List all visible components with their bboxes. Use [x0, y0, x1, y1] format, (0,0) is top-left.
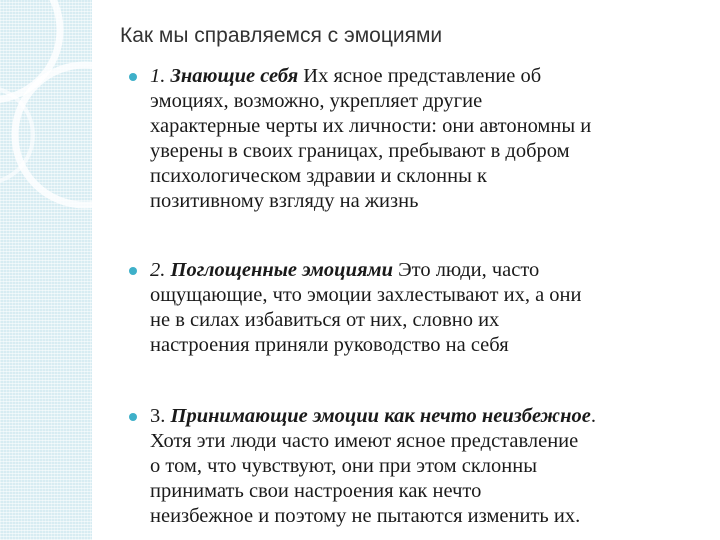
list-item: [128, 64, 708, 214]
item-line: неизбежное и поэтому не пытаются изменить их.: [150, 505, 581, 527]
item-term: Знающие себя: [170, 65, 299, 87]
item-term-suffix: .: [590, 405, 596, 427]
item-term: Поглощенные эмоциями: [170, 259, 393, 281]
item-line: о том, что чувствуют, они при этом склонны: [150, 455, 537, 477]
side-decoration-panel: [0, 0, 92, 540]
slide-title: Как мы справляемся с эмоциями: [120, 24, 443, 47]
list-item: [128, 258, 708, 358]
item-line: принимать свои настроения как нечто: [150, 480, 482, 502]
item-first-line: [150, 404, 708, 429]
item-first-line: [150, 64, 708, 89]
bullet-icon: [128, 72, 138, 82]
item-line: настроения приняли руководство на себя: [150, 334, 509, 356]
item-line: эмоциях, возможно, укрепляет другие: [150, 90, 483, 112]
item-line: Это люди, часто: [398, 259, 540, 281]
item-line: Их ясное представление об: [303, 65, 542, 87]
item-number: 1.: [150, 65, 166, 87]
bullet-icon: [128, 266, 138, 276]
bullet-list: [128, 64, 708, 529]
item-number: 2.: [150, 259, 166, 281]
item-first-line: [150, 258, 708, 283]
item-line: ощущающие, что эмоции захлестывают их, а они: [150, 284, 582, 306]
item-line: характерные черты их личности: они автономны и: [150, 115, 592, 137]
item-line: позитивному взгляду на жизнь: [150, 190, 419, 212]
list-item: [128, 404, 708, 529]
item-line: уверены в своих границах, пребывают в добром: [150, 140, 570, 162]
item-line: психологическом здравии и склонны к: [150, 165, 487, 187]
decorative-circles: [0, 0, 92, 540]
item-line: Хотя эти люди часто имеют ясное представление: [150, 430, 579, 452]
item-line: не в силах избавиться от них, словно их: [150, 309, 500, 331]
item-number: 3.: [150, 405, 166, 427]
bullet-icon: [128, 412, 138, 422]
item-term: Принимающие эмоции как нечто неизбежное: [170, 405, 591, 427]
